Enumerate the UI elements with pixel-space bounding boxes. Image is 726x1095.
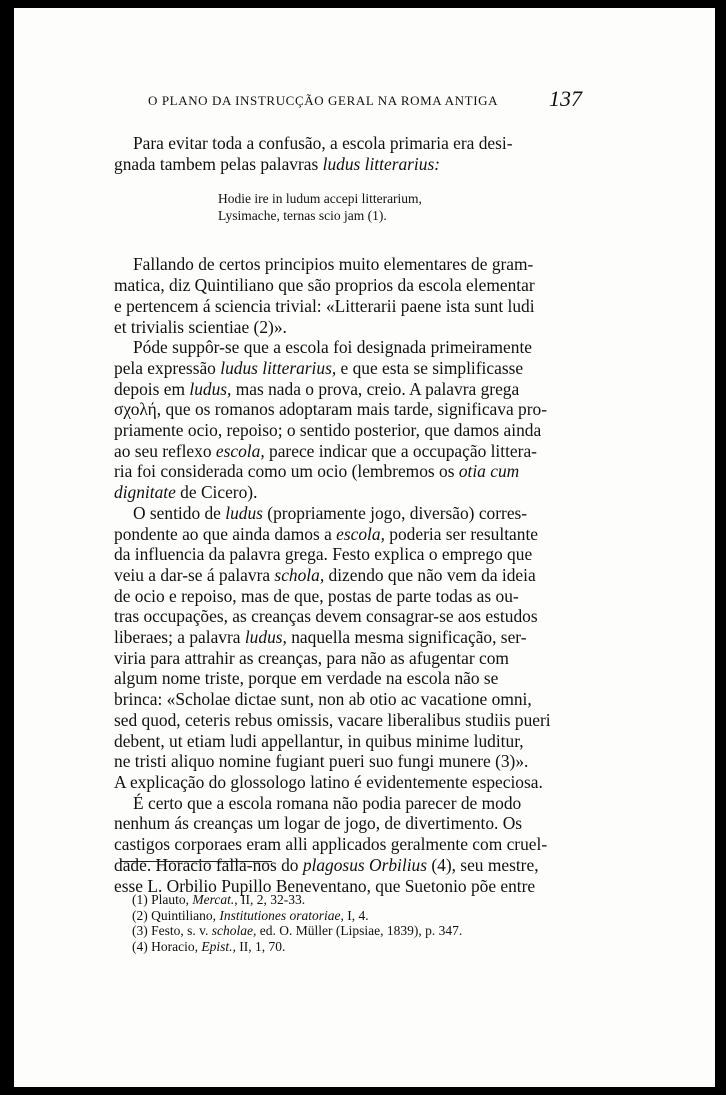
footnote-2 — [132, 908, 582, 924]
latin-term: ludus, — [244, 627, 287, 648]
text-line: viria para attrahir as creanças, para não as afugentar com — [114, 647, 509, 668]
verse-line: Hodie ire in ludum accepi litterarium, — [218, 191, 422, 207]
running-title: O PLANO DA INSTRUCÇÃO GERAL NA ROMA ANTIGA — [148, 93, 499, 108]
latin-term: ludus, — [189, 378, 232, 399]
page-number: 137 — [549, 86, 582, 111]
footnote-text: ed. O. Müller (Lipsiae, 1839), p. 347. — [256, 923, 463, 938]
paragraph-1 — [114, 133, 584, 174]
text-run: dade. Horacio falla-nos do — [114, 854, 303, 875]
text-line: matica, diz Quintiliano que são proprios da escola elementar — [114, 275, 535, 296]
paragraph-4 — [114, 503, 584, 793]
text-line: nenhum ás creanças um logar de jogo, de divertimento. Os — [114, 813, 523, 834]
text-run: liberaes; a palavra — [114, 627, 245, 648]
text-line: Póde suppôr-se que a escola foi designada primeiramente — [133, 337, 533, 358]
text-line: da influencia da palavra grega. Festo explica o emprego que — [114, 544, 533, 565]
paragraph-5 — [114, 793, 584, 897]
footnote-title: Institutiones oratoriae, — [219, 907, 344, 923]
italic-term: escola, — [336, 523, 385, 544]
text-run: depois em — [114, 378, 190, 399]
text-run: pela expressão — [114, 357, 221, 378]
footnote-text: I, 4. — [343, 907, 369, 923]
text-run: que os romanos adoptaram mais tarde, significava pro- — [161, 399, 547, 420]
text-line: Para evitar toda a confusão, a escola primaria era desi- — [133, 133, 513, 153]
book-page — [14, 8, 715, 1087]
text-line: esse L. Orbilio Pupillo Beneventano, que Suetonio põe entre — [114, 875, 536, 896]
footnote-text: II, 1, 70. — [235, 938, 286, 954]
text-line: A explicação do glossologo latino é evidentemente especiosa. — [114, 771, 543, 792]
greek-term: σχολή, — [114, 399, 162, 420]
text-run: dizendo que não vem da ideia — [324, 564, 536, 585]
text-run: O sentido de — [133, 502, 226, 523]
latin-term: ludus — [225, 502, 263, 523]
footnote-title: Epist., — [201, 938, 236, 954]
footnote-text: (1) Plauto, — [132, 892, 193, 907]
text-run: (propriamente jogo, diversão) corres- — [262, 502, 528, 523]
text-line: algum nome triste, porque em verdade na escola não se — [114, 668, 499, 689]
text-line: tras occupações, as creanças devem consagrar-se aos estudos — [114, 606, 538, 627]
text-run: ao seu reflexo — [114, 440, 216, 461]
text-run: ria foi considerada como um ocio (lembremos os — [114, 461, 459, 482]
latin-term: plagosus Orbilius — [302, 854, 427, 875]
latin-term: ludus litterarius: — [322, 153, 441, 174]
text-run: poderia ser resultante — [384, 523, 538, 544]
main-text — [114, 133, 584, 896]
footnote-text: (2) Quintiliano, — [132, 907, 220, 923]
text-run: pondente ao que ainda damos a — [114, 523, 337, 544]
text-line: ne tristi aliquo nomine fugiant pueri suo fungi munere (3)». — [114, 751, 529, 772]
latin-term: schola, — [274, 564, 325, 585]
text-run: veiu a dar-se á palavra — [114, 564, 275, 585]
text-line: et trivialis scientiae (2)». — [114, 316, 287, 337]
text-run: mas nada o prova, creio. A palavra grega — [231, 378, 520, 399]
verse-quotation — [218, 190, 584, 224]
text-line: gnada tambem pelas palavras — [114, 153, 323, 174]
running-header — [148, 93, 588, 109]
text-line: priamente ocio, repoiso; o sentido posterior, que damos ainda — [114, 420, 542, 441]
text-line: de ocio e repoiso, mas de que, postas de parte todas as ou- — [114, 585, 519, 606]
text-line: sed quod, ceteris rebus omissis, vacare liberalibus studiis pueri — [114, 709, 551, 730]
footnotes — [132, 892, 582, 954]
text-line: Fallando de certos principios muito elementares de gram- — [133, 254, 534, 275]
footnote-title: scholae, — [211, 923, 257, 938]
text-run: naquella mesma significação, ser- — [286, 627, 527, 648]
text-run: (4), seu mestre, — [426, 854, 539, 875]
text-line: debent, ut etiam ludi appellantur, in quibus minime luditur, — [114, 730, 524, 751]
text-run: e que esta se simplificasse — [336, 357, 524, 378]
latin-term: otia cum — [458, 461, 520, 482]
text-run: de Cicero). — [175, 482, 258, 503]
latin-term: ludus litterarius, — [220, 357, 337, 378]
footnote-title: Mercat., — [192, 892, 238, 907]
italic-term: escola, — [215, 440, 265, 461]
footnote-separator — [120, 861, 272, 862]
text-line: e pertencem á sciencia trivial: «Litterarii paene ista sunt ludi — [114, 295, 535, 316]
footnote-4 — [132, 939, 582, 955]
paragraph-3 — [114, 337, 584, 503]
footnote-3 — [132, 923, 582, 939]
paragraph-2 — [114, 254, 584, 337]
verse-line: Lysimache, ternas scio jam (1). — [218, 208, 387, 224]
text-run: parece indicar que a occupação littera- — [264, 440, 537, 461]
latin-term: dignitate — [114, 482, 176, 503]
footnote-1 — [132, 892, 582, 908]
text-line: É certo que a escola romana não podia parecer de modo — [133, 792, 522, 813]
footnote-text: II, 2, 32-33. — [237, 892, 306, 907]
footnote-text: (3) Festo, s. v. — [132, 923, 212, 938]
footnote-text: (4) Horacio, — [132, 938, 202, 954]
text-line: brinca: «Scholae dictae sunt, non ab otio ac vacatione omni, — [114, 689, 532, 710]
text-line: castigos corporaes eram alli applicados geralmente com cruel- — [114, 834, 548, 855]
